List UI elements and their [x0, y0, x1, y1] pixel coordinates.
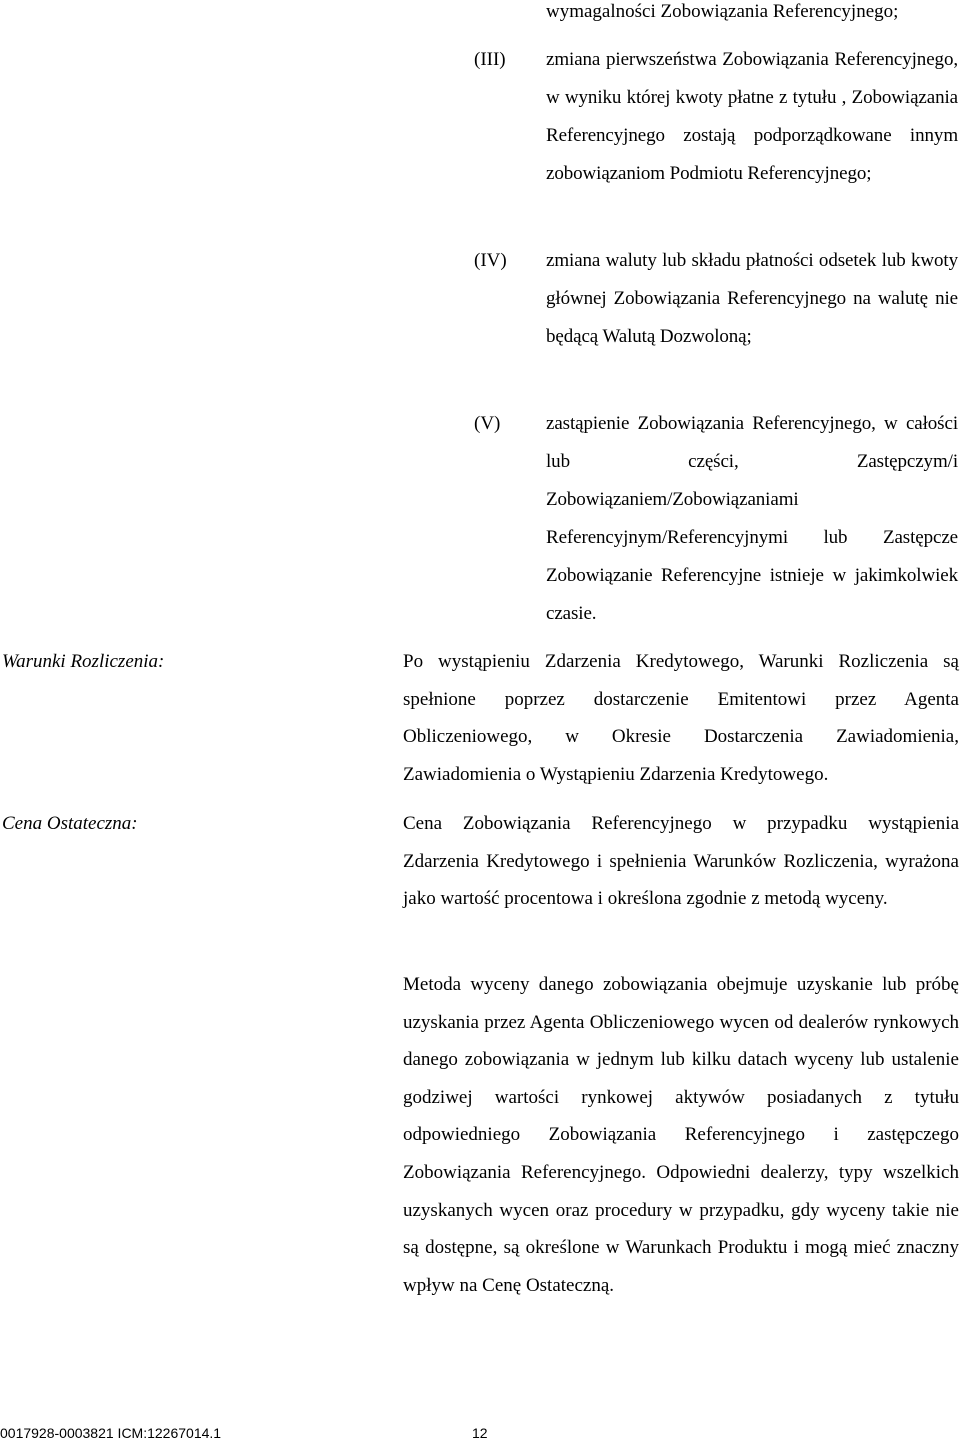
clause-text: zmiana pierwszeństwa Zobowiązania Referencyjnego, w wyniku której kwoty płatne z tytułu , Zobowiązania Referencyjnego zostają podporządkowane innym zobowiązaniom Podmiotu Referencyjnego;	[546, 49, 958, 184]
clause-number: (IV)	[474, 250, 507, 271]
term-paragraph: Metoda wyceny danego zobowiązania obejmuje uzyskanie lub próbę uzyskania przez Agenta Obliczeniowego wycen od dealerów rynkowych danego zobowiązania w jednym lub kilku datach wyceny lub ustalenie godziwej wartości rynkowej aktywów posiadanych z tytułu odpowiedniego Zobowiązania Referencyjnego i zastępczego Zobowiązania Referencyjnego. Odpowiedni dealerzy, typy wszelkich uzyskanych wycen oraz procedury w przypadku, gdy wyceny takie nie są dostępne, są określone w Warunkach Produktu i mogą mieć znaczny wpływ na Cenę Ostateczną.	[403, 974, 959, 1296]
clause-text: zastąpienie Zobowiązania Referencyjnego, w całości lub części, Zastępczym/i Zobowiązaniem/Zobowiązaniami Referencyjnym/Referencyjnymi lub Zastępcze Zobowiązanie Referencyjne istnieje w jakimkolwiek czasie.	[546, 413, 958, 624]
term-label: Cena Ostateczna:	[2, 813, 138, 834]
term-paragraph: Cena Zobowiązania Referencyjnego w przypadku wystąpienia Zdarzenia Kredytowego i spełnienia Warunków Rozliczenia, wyrażona jako wartość procentowa i określona zgodnie z metodą wyceny.	[403, 813, 959, 910]
clause-number: (V)	[474, 413, 501, 434]
clause-number: (III)	[474, 49, 506, 70]
clause-text: zmiana waluty lub składu płatności odsetek lub kwoty głównej Zobowiązania Referencyjnego na walutę nie będącą Walutą Dozwoloną;	[546, 250, 958, 347]
continuation-text: wymagalności Zobowiązania Referencyjnego;	[546, 1, 899, 22]
term-label: Warunki Rozliczenia:	[2, 651, 165, 672]
term-paragraph: Po wystąpieniu Zdarzenia Kredytowego, Warunki Rozliczenia są spełnione poprzez dostarczenie Emitentowi przez Agenta Obliczeniowego, w Okresie Dostarczenia Zawiadomienia, Zawiadomienia o Wystąpieniu Zdarzenia Kredytowego.	[403, 651, 959, 785]
footer-page-number: 12	[472, 1425, 488, 1441]
footer-document-reference: 0017928-0003821 ICM:12267014.1	[0, 1425, 222, 1441]
